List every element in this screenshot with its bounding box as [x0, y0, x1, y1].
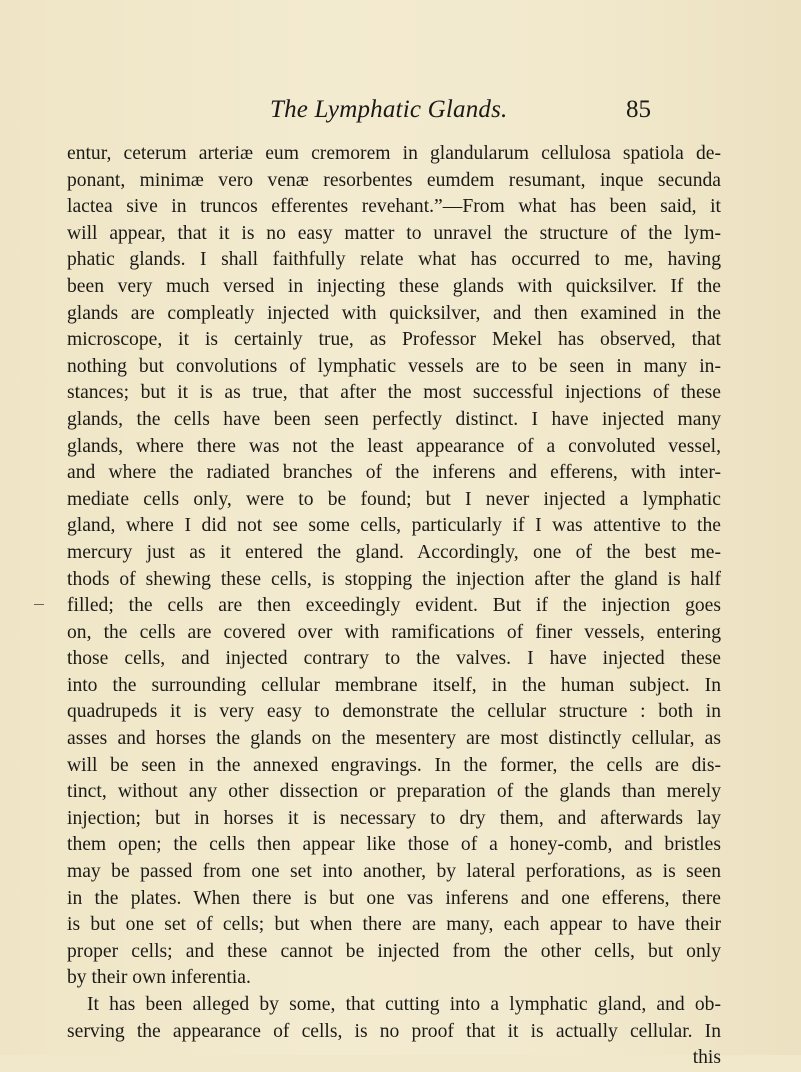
body-text [67, 141, 721, 1072]
text-line: by their own inferentia. [67, 967, 251, 989]
text-line: microscope, it is certainly true, as Professor Mekel has observed, that [67, 329, 721, 351]
text-line: mediate cells only, were to be found; but I never injected a lymphatic [67, 488, 721, 510]
text-line: glands, the cells have been seen perfectly distinct. I have injected many [67, 408, 721, 430]
text-line: may be passed from one set into another, by lateral perforations, as is seen [67, 861, 721, 883]
text-line: thods of shewing these cells, is stopping the injection after the gland is half [67, 568, 721, 590]
text-line: been very much versed in injecting these glands with quicksilver. If the [67, 275, 721, 297]
text-line: ponant, minimæ vero venæ resorbentes eumdem resumant, inque secunda [67, 169, 721, 191]
page-header [0, 96, 801, 130]
text-line: into the surrounding cellular membrane itself, in the human subject. In [67, 674, 721, 696]
text-line: It has been alleged by some, that cutting into a lymphatic gland, and ob- [87, 994, 721, 1015]
text-line: quadrupeds it is very easy to demonstrate the cellular structure : both in [67, 701, 721, 723]
text-line: glands, where there was not the least appearance of a convoluted vessel, [67, 435, 721, 457]
text-line: mercury just as it entered the gland. Accordingly, one of the best me- [67, 541, 721, 563]
text-line: gland, where I did not see some cells, particularly if I was attentive to the [67, 515, 721, 537]
text-line: proper cells; and these cannot be injected from the other cells, but only [67, 940, 721, 962]
text-line: filled; the cells are then exceedingly evident. But if the injection goes [67, 595, 721, 617]
text-line: glands are compleatly injected with quicksilver, and then examined in the [67, 302, 721, 324]
text-line: nothing but convolutions of lymphatic vessels are to be seen in many in- [67, 355, 721, 377]
text-line: in the plates. When there is but one vas inferens and one efferens, there [67, 887, 721, 909]
text-line: on, the cells are covered over with ramifications of finer vessels, entering [67, 621, 721, 643]
text-line: those cells, and injected contrary to the valves. I have injected these [67, 648, 721, 670]
text-line: and where the radiated branches of the inferens and efferens, with inter- [67, 462, 721, 484]
text-line: will be seen in the annexed engravings. In the former, the cells are dis- [67, 754, 721, 776]
text-line: asses and horses the glands on the mesentery are most distinctly cellular, as [67, 728, 721, 750]
text-line: will appear, that it is no easy matter to unravel the structure of the lym- [67, 222, 721, 244]
text-line: serving the appearance of cells, is no proof that it is actually cellular. In [67, 1020, 721, 1042]
text-line: entur, ceterum arteriæ eum cremorem in glandularum cellulosa spatiola de- [67, 143, 721, 164]
text-line: tinct, without any other dissection or preparation of the glands than merely [67, 781, 721, 803]
text-line: phatic glands. I shall faithfully relate what has occurred to me, having [67, 249, 721, 271]
catchword: this [692, 1047, 721, 1069]
running-head: The Lymphatic Glands. [270, 96, 508, 123]
page-number: 85 [626, 96, 651, 123]
text-line: lactea sive in truncos efferentes revehant.”—From what has been said, it [67, 196, 721, 218]
margin-mark [34, 604, 44, 605]
text-line: injection; but in horses it is necessary to dry them, and afterwards lay [67, 807, 721, 829]
text-line: stances; but it is as true, that after the most successful injections of these [67, 382, 721, 404]
text-line: is but one set of cells; but when there are many, each appear to have their [67, 914, 721, 936]
text-line: them open; the cells then appear like those of a honey-comb, and bristles [67, 834, 721, 856]
